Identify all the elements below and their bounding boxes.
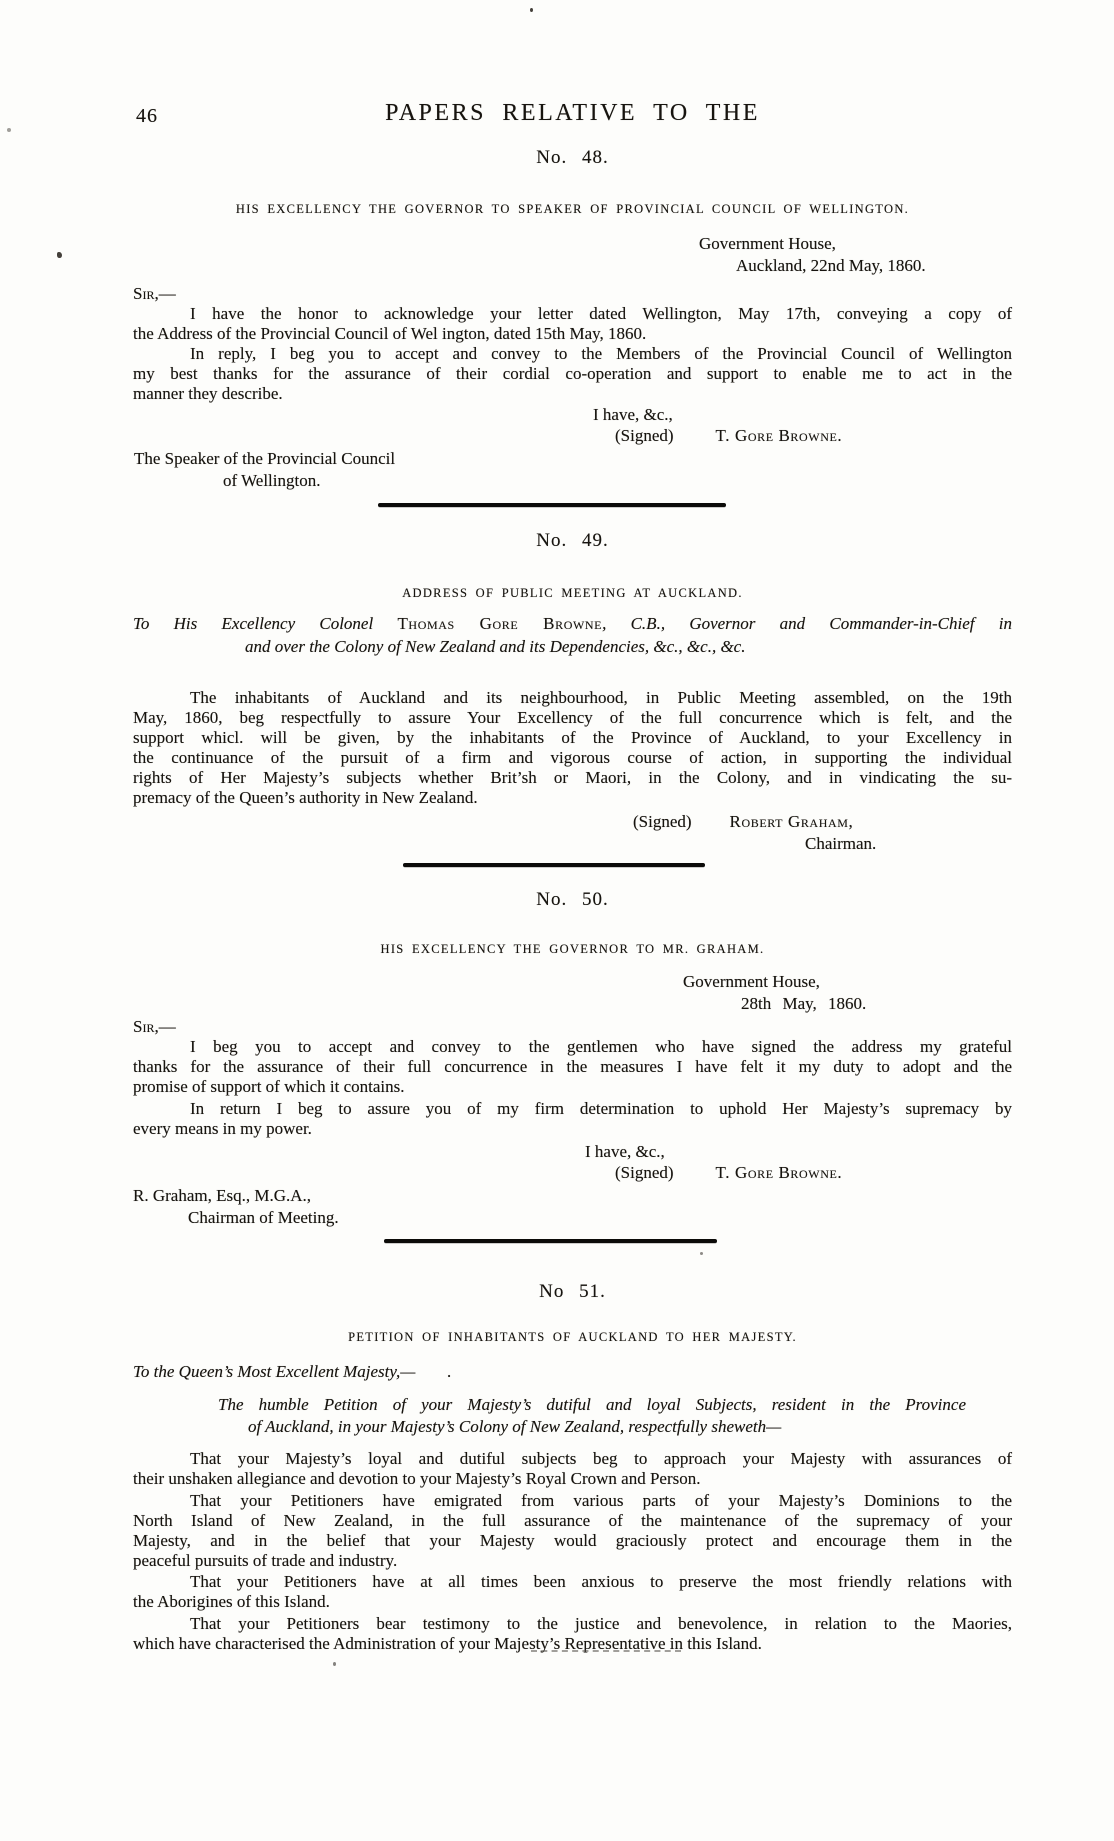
text-line: their unshaken allegiance and devotion to your Majesty’s Royal Crown and Person.: [133, 1469, 701, 1488]
running-title: PAPERS RELATIVE TO THE: [385, 100, 760, 126]
scan-speck: [7, 128, 11, 132]
doc50-valediction: I have, &c.,: [585, 1142, 665, 1161]
doc49-signature-row: [633, 812, 853, 832]
text-line: That your Petitioners have emigrated from various parts of your Majesty’s Dominions to the: [190, 1491, 1012, 1510]
doc48-heading: HIS EXCELLENCY THE GOVERNOR TO SPEAKER OF PROVINCIAL COUNCIL OF WELLINGTON.: [235, 202, 910, 216]
text-line: In return I beg to assure you of my firm determination to uphold Her Majesty’s supremacy by: [190, 1099, 1012, 1118]
signed-label: (Signed): [615, 1163, 674, 1182]
text-line: North Island of New Zealand, in the full assurance of the maintenance of the supremacy of your: [133, 1511, 1012, 1530]
page-number: 46: [136, 105, 158, 127]
text-line: the Aborigines of this Island.: [133, 1592, 330, 1611]
governor-name: Thomas Gore Browne: [397, 614, 603, 633]
signed-label: (Signed): [615, 426, 674, 445]
petition-preamble-line: The humble Petition of your Majesty’s dutiful and loyal Subjects, resident in the Province: [218, 1395, 966, 1414]
text-line: That your Majesty’s loyal and dutiful subjects beg to approach your Majesty with assurances of: [190, 1449, 1012, 1468]
doc48-salutation: Sir,—: [133, 284, 176, 303]
text-line: I beg you to accept and convey to the gentlemen who have signed the address my grateful: [190, 1037, 1012, 1056]
section-divider: [378, 503, 726, 507]
doc50-date: 28th May, 1860.: [741, 994, 867, 1013]
text-line: which have characterised the Administration of your Majesty’s Representative in this Island.: [133, 1634, 762, 1653]
text-line: every means in my power.: [133, 1119, 312, 1138]
doc50-number: No. 50.: [536, 889, 609, 910]
doc50-signature-row: [615, 1163, 842, 1183]
text-line: That your Petitioners have at all times been anxious to preserve the most friendly relations with: [190, 1572, 1012, 1591]
text-line: May, 1860, beg respectfully to assure Your Excellency of the full concurrence which is felt, and the: [133, 708, 1012, 727]
text-line: I have the honor to acknowledge your letter dated Wellington, May 17th, conveying a copy of: [190, 304, 1012, 323]
doc48-date: Auckland, 22nd May, 1860.: [736, 256, 926, 275]
section-divider: [384, 1239, 717, 1243]
address-part: To His Excellency Colonel: [133, 614, 398, 633]
doc50-addressee: R. Graham, Esq., M.G.A.,: [133, 1186, 312, 1205]
doc50-heading: HIS EXCELLENCY THE GOVERNOR TO MR. GRAHAM.: [380, 942, 765, 956]
signature-name: Robert Graham,: [729, 812, 854, 831]
address-part: , C.B., Governor and Commander-in-Chief in: [602, 614, 1012, 633]
doc48-place: Government House,: [699, 234, 836, 253]
doc50-salutation: Sir,—: [133, 1017, 176, 1036]
scan-speck: [57, 252, 62, 258]
doc51-salutation: [133, 1362, 452, 1382]
text-line: the Address of the Provincial Council of Wel ington, dated 15th May, 1860.: [133, 324, 647, 343]
doc48-number: No. 48.: [536, 147, 609, 168]
doc51-number: No 51.: [539, 1281, 606, 1302]
doc49-address-line: [133, 614, 1012, 634]
text-line: promise of support of which it contains.: [133, 1077, 405, 1096]
text-line: manner they describe.: [133, 384, 283, 403]
text-line: premacy of the Queen’s authority in New Zealand.: [133, 788, 478, 807]
section-divider: [403, 863, 705, 867]
doc48-signature-row: [615, 426, 842, 446]
text-line: In reply, I beg you to accept and convey to the Members of the Provincial Council of Wellington: [190, 344, 1012, 363]
text-line: my best thanks for the assurance of their cordial co-operation and support to enable me to act in the: [133, 364, 1012, 383]
doc48-valediction: I have, &c.,: [593, 405, 673, 424]
signed-label: (Signed): [633, 812, 692, 831]
faint-divider: [531, 1650, 681, 1652]
text-line: support whicl. will be given, by the inhabitants of the Province of Auckland, to your Excellency in: [133, 728, 1012, 747]
text-block: [133, 0, 1012, 1841]
doc49-address-line: and over the Colony of New Zealand and its Dependencies, &c., &c., &c.: [245, 637, 746, 656]
signature-name: T. Gore Browne.: [715, 426, 843, 445]
doc49-heading: ADDRESS OF PUBLIC MEETING AT AUCKLAND.: [402, 586, 743, 600]
doc51-heading: PETITION OF INHABITANTS OF AUCKLAND TO HER MAJESTY.: [348, 1330, 797, 1344]
text-line: thanks for the assurance of their full concurrence in the measures I have felt it my duty to adopt and the: [133, 1057, 1012, 1076]
doc48-addressee: of Wellington.: [223, 471, 321, 490]
text-line: The inhabitants of Auckland and its neighbourhood, in Public Meeting assembled, on the 19th: [190, 688, 1012, 707]
signature-name: T. Gore Browne.: [715, 1163, 843, 1182]
text-line: Majesty, and in the belief that your Majesty would graciously protect and encourage them in the: [133, 1531, 1012, 1550]
text-line: the continuance of the pursuit of a firm and vigorous course of action, in supporting the individual: [133, 748, 1012, 767]
petition-preamble-line: of Auckland, in your Majesty’s Colony of New Zealand, respectfully sheweth—: [248, 1417, 782, 1436]
stray-mark: .: [447, 1362, 452, 1381]
text-line: peaceful pursuits of trade and industry.: [133, 1551, 398, 1570]
doc49-signature-role: Chairman.: [805, 834, 877, 853]
doc50-addressee: Chairman of Meeting.: [188, 1208, 339, 1227]
doc48-addressee: The Speaker of the Provincial Council: [134, 449, 396, 468]
doc49-number: No. 49.: [536, 530, 609, 551]
text-line: That your Petitioners bear testimony to the justice and benevolence, in relation to the Maories,: [190, 1614, 1012, 1633]
doc50-place: Government House,: [683, 972, 820, 991]
text-line: rights of Her Majesty’s subjects whether Brit’sh or Maori, in the Colony, and in vindicating the su-: [133, 768, 1012, 787]
salutation-text: To the Queen’s Most Excellent Majesty,—: [133, 1362, 416, 1381]
